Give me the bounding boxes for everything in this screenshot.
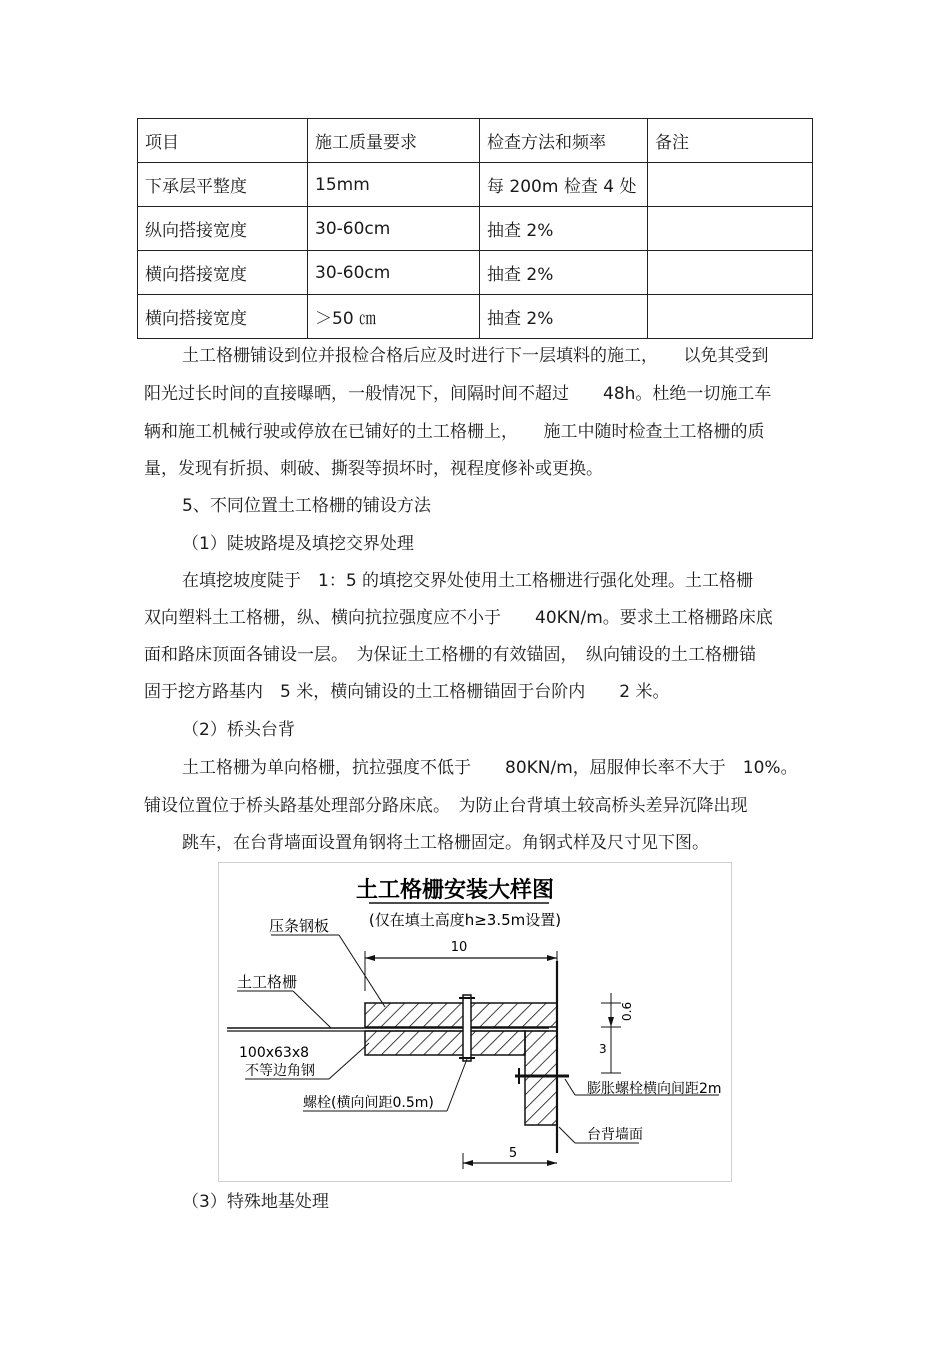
section-heading: 5、不同位置土工格栅的铺设方法 xyxy=(182,496,431,516)
paragraph-line: 土工格栅为单向格栅，抗拉强度不低于 80KN/m，屈服伸长率不大于 10%。 xyxy=(182,758,798,778)
label-angle-type: 不等边角钢 xyxy=(245,1063,315,1079)
table-cell xyxy=(648,163,813,207)
label-pressure-plate: 压条钢板 xyxy=(269,917,330,935)
header-cell: 项目 xyxy=(138,119,308,163)
paragraph-line: 辆和施工机械行驶或停放在已铺好的土工格栅上， 施工中随时检查土工格栅的质 xyxy=(144,422,765,442)
paragraph-line: 双向塑料土工格栅，纵、横向抗拉强度应不小于 40KN/m。要求土工格栅路床底 xyxy=(144,608,773,628)
table-cell: 横向搭接宽度 xyxy=(138,251,308,295)
dim-arrow xyxy=(463,1160,473,1166)
paragraph-line: 在填挖坡度陡于 1：5 的填挖交界处使用土工格栅进行强化处理。土工格栅 xyxy=(182,571,754,591)
dim-arrow xyxy=(547,955,557,961)
table-cell: 下承层平整度 xyxy=(138,163,308,207)
angle-steel-vertical xyxy=(525,1031,557,1125)
paragraph-line: 铺设位置位于桥头路基处理部分路床底。 为防止台背填土较高桥头差异沉降出现 xyxy=(144,796,748,816)
paragraph-line: 土工格栅铺设到位并报检合格后应及时进行下一层填料的施工， 以免其受到 xyxy=(182,346,769,366)
subsection-heading: （2）桥头台背 xyxy=(182,720,295,740)
table-cell xyxy=(648,207,813,251)
dim-label-10: 10 xyxy=(450,940,468,955)
table-cell xyxy=(648,251,813,295)
label-wall: 台背墙面 xyxy=(587,1127,643,1143)
leader-line xyxy=(565,1079,575,1095)
leader-line xyxy=(329,1043,369,1079)
header-cell: 备注 xyxy=(648,119,813,163)
figure-subtitle: (仅在填土高度h≥3.5m设置) xyxy=(368,911,562,929)
table-row xyxy=(138,295,813,339)
dim-label-5: 5 xyxy=(508,1146,518,1161)
table-cell: 每 200m 检查 4 处 xyxy=(480,163,648,207)
dim-arrow xyxy=(608,1017,614,1027)
subsection-heading: （1）陡坡路堤及填挖交界处理 xyxy=(182,534,414,554)
table-cell: 30-60cm xyxy=(308,207,480,251)
dim-label-3: 3 xyxy=(599,1042,607,1056)
label-angle-size: 100x63x8 xyxy=(239,1045,310,1061)
bolt xyxy=(463,995,471,1061)
paragraph-line: 面和路床顶面各铺设一层。 为保证土工格栅的有效锚固， 纵向铺设的土工格栅锚 xyxy=(144,645,756,665)
paragraph-line: 跳车，在台背墙面设置角钢将土工格栅固定。角钢式样及尺寸见下图。 xyxy=(182,833,709,853)
label-geogrid: 土工格栅 xyxy=(237,973,298,991)
leader-line xyxy=(339,935,385,1007)
angle-steel-horizontal xyxy=(365,1031,525,1055)
subsection-heading: （3）特殊地基处理 xyxy=(182,1192,329,1212)
leader-line xyxy=(559,1127,575,1143)
leader-line xyxy=(293,991,331,1028)
table-cell: 抽查 2% xyxy=(480,207,648,251)
table-header-row xyxy=(138,119,813,163)
header-cell: 检查方法和频率 xyxy=(480,119,648,163)
table-cell: 抽查 2% xyxy=(480,251,648,295)
table-cell: 抽查 2% xyxy=(480,295,648,339)
label-expansion-bolt: 膨胀螺栓横向间距2m xyxy=(587,1081,722,1097)
table-cell: ＞50 ㎝ xyxy=(308,295,480,339)
paragraph-line: 阳光过长时间的直接曝晒，一般情况下，间隔时间不超过 48h。杜绝一切施工车 xyxy=(144,384,772,404)
figure-title: 土工格栅安装大样图 xyxy=(355,878,555,903)
table-cell xyxy=(648,295,813,339)
pressure-plate xyxy=(365,1003,557,1027)
detail-drawing xyxy=(219,863,731,1181)
table-row xyxy=(138,207,813,251)
quality-table xyxy=(137,118,813,339)
label-bolt: 螺栓(横向间距0.5m) xyxy=(303,1095,434,1111)
dim-arrow xyxy=(365,955,375,961)
installation-detail-figure xyxy=(218,862,732,1182)
table-cell: 30-60cm xyxy=(308,251,480,295)
leader-line xyxy=(447,1059,467,1111)
table-cell: 15mm xyxy=(308,163,480,207)
table-cell: 横向搭接宽度 xyxy=(138,295,308,339)
table-row xyxy=(138,251,813,295)
table-row xyxy=(138,163,813,207)
table-cell: 纵向搭接宽度 xyxy=(138,207,308,251)
paragraph-line: 固于挖方路基内 5 米，横向铺设的土工格栅锚固于台阶内 2 米。 xyxy=(144,682,670,702)
paragraph-line: 量，发现有折损、刺破、撕裂等损坏时，视程度修补或更换。 xyxy=(144,459,603,479)
dim-label-06: 0.6 xyxy=(620,1001,634,1021)
dim-arrow xyxy=(547,1160,557,1166)
header-cell: 施工质量要求 xyxy=(308,119,480,163)
